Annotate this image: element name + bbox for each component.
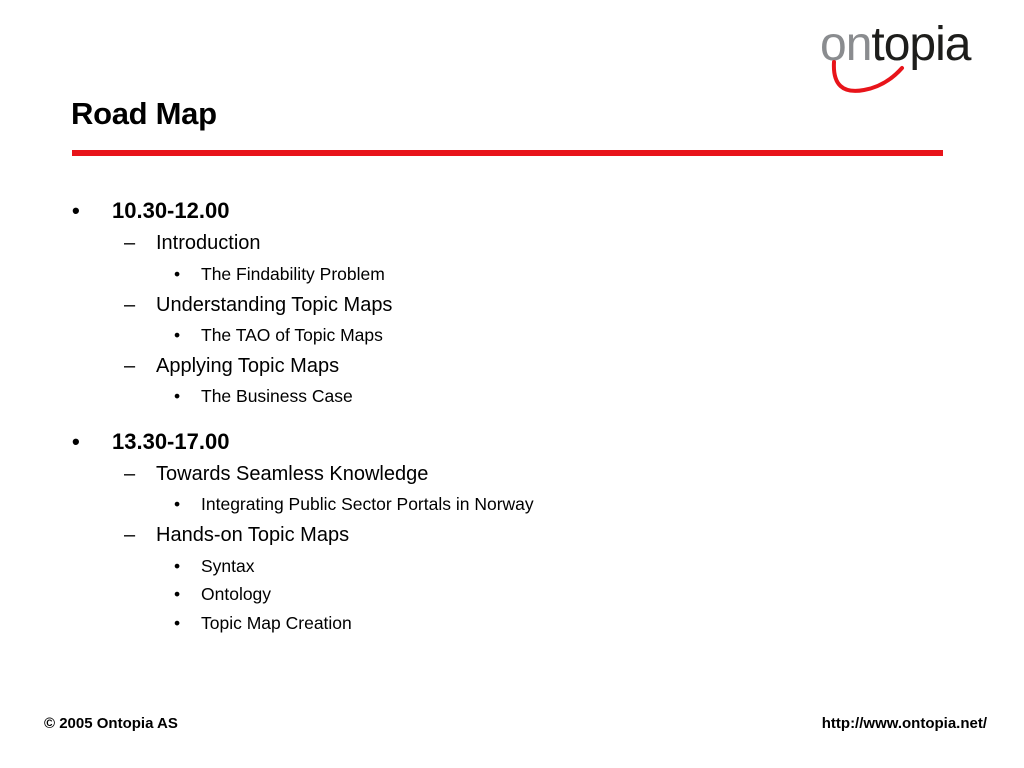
subitem-label: Hands-on Topic Maps: [156, 524, 350, 546]
subitem-label: Towards Seamless Knowledge: [156, 463, 429, 485]
subsubitem-label: The TAO of Topic Maps: [201, 325, 383, 345]
bullet: •: [174, 494, 181, 514]
agenda-subsubitem: [174, 325, 383, 346]
agenda-subsubitem: [174, 556, 255, 577]
agenda-item-label: 10.30-12.00: [112, 198, 230, 223]
agenda-subsubitem: [174, 264, 385, 285]
dash: –: [124, 463, 136, 485]
logo-text-on: on: [820, 18, 872, 71]
bullet: •: [174, 613, 181, 633]
subsubitem-label: Topic Map Creation: [201, 613, 352, 633]
agenda-subsubitem: [174, 386, 353, 407]
subsubitem-label: Integrating Public Sector Portals in Norway: [201, 494, 534, 514]
bullet: •: [174, 584, 181, 604]
subitem-label: Understanding Topic Maps: [156, 294, 393, 316]
dash: –: [124, 294, 136, 316]
agenda-subitem: [124, 294, 393, 317]
bullet: •: [72, 429, 80, 454]
agenda-item-afternoon: [72, 429, 230, 455]
dash: –: [124, 232, 136, 254]
subsubitem-label: Syntax: [201, 556, 255, 576]
agenda-subsubitem: [174, 613, 352, 634]
agenda-subitem: [124, 463, 429, 486]
agenda-subitem: [124, 524, 350, 547]
bullet: •: [174, 325, 181, 345]
dash: –: [124, 524, 136, 546]
agenda-subsubitem: [174, 584, 272, 605]
subitem-label: Introduction: [156, 232, 261, 254]
subsubitem-label: The Findability Problem: [201, 264, 385, 284]
subsubitem-label: Ontology: [201, 584, 272, 604]
bullet: •: [174, 556, 181, 576]
bullet: •: [174, 264, 181, 284]
dash: –: [124, 355, 136, 377]
logo-text-topia: topia: [871, 18, 971, 71]
bullet: •: [174, 386, 181, 406]
footer-url-link[interactable]: http://www.ontopia.net/: [821, 715, 987, 732]
slide-title: Road Map: [71, 96, 217, 131]
agenda-subitem: [124, 355, 340, 378]
agenda-item-morning: [72, 198, 230, 224]
agenda-item-label: 13.30-17.00: [112, 429, 230, 454]
subsubitem-label: The Business Case: [201, 386, 353, 406]
agenda-subitem: [124, 232, 261, 255]
bullet: •: [72, 198, 80, 223]
subitem-label: Applying Topic Maps: [156, 355, 340, 377]
footer-copyright: © 2005 Ontopia AS: [44, 715, 178, 732]
agenda-subsubitem: [174, 494, 534, 515]
